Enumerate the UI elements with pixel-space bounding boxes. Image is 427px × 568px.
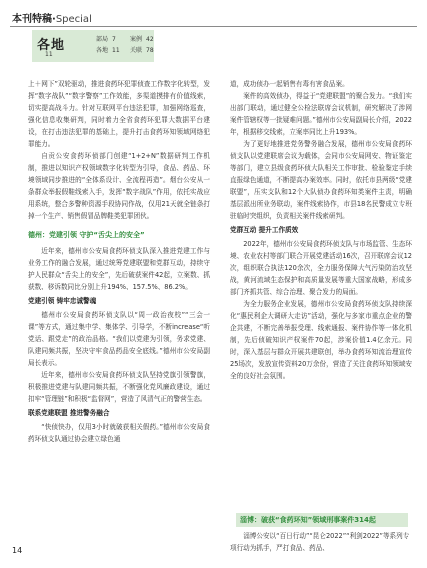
paragraph: 为全力服务企业发展，德州市公安局食药环侦支队持续深化“惠民利企大调研大走访”活动，强化与多家市重点企业的警企共建，不断完善举报受理、线索通报、案件协作等一体化机制，先后侦破知识产权案件70起，涉案价值1.4亿余元。同时，深入基层与群众开展共建联创，举办食药环知流治理宣传25场次，发放宣传资料20万余份，营造了关注食药环知领域安全的良好社会氛围。	[230, 300, 412, 380]
left-column	[28, 78, 210, 445]
subheading: 党建引领 铸牢忠诚警魂	[28, 297, 97, 305]
paragraph: 自贡公安食药环侦部门创建“1+2+N”数据研判工作机制，推进以知识产权领域数字化转型为引导，食品、药品、环境领域同步推进的“全体系设计、全流程再造”。烟台公安从一条群众举报假鞋线索入手，发挥“数字战队”作用，依托实战应用系统，整合多警种资源手段协同作战，仅用21天就全链条打掉一个生产、销售假冒品牌鞋类犯罪团伙。	[28, 152, 210, 220]
stat-label: 部局	[96, 36, 109, 43]
article-heading-zibo: 淄博：破获“食药环知”领域刑事案件314起	[236, 513, 408, 527]
paragraph: 德州市公安局食药环侦支队以“周一政治夜校”“三会一课”等方式，通过集中学、集体学、引导学，不断increase“听党话、跟党走”的政治品格。“我们以党建为引领，务求党建、队建同频共振，坚决守牢食品药品安全底线。”德州市公安局副局长表示。	[28, 311, 210, 367]
stat-label: 案例	[130, 36, 143, 43]
page-number: 14	[12, 546, 23, 555]
paragraph: 近年来，德州市公安局食药环侦支队深入推进党建工作与业务工作的融合发展，通过统筹党建联盟和党群互动，持续守护人民群众“舌尖上的安全”，先后破获案件42起，立案数、抓获数、移诉数同比分别上升194%、157.5%、86.2%。	[28, 247, 210, 291]
right-column	[230, 78, 412, 382]
stat-label: 关联	[130, 47, 143, 54]
paragraph: 近年来，德州市公安局食药环侦支队坚持党旗引领警旗，积极推进党建与队建同频共振，不断强化党风廉政建设，通过扣牢“管理链”和积极“监督网”，营造了风清气正的警营生态。	[28, 371, 210, 403]
subheading: 党群互动 提升工作质效	[230, 226, 299, 234]
paragraph: 道，成功侦办一起销售有毒有害食品案。	[230, 80, 349, 88]
region-number: 11	[45, 51, 53, 58]
paragraph: 2022年，德州市公安局食药环侦支队与市场监管、生态环境、农业农村等部门联合开展党建活动16次，召开联席会议12次，组织联合执法120余次，全力服务保障大气污染防治攻坚战，黄河流域生态保护和高质量发展等重大国家战略，形成多部门齐抓共管、综合治理、聚合发力的局面。	[230, 240, 412, 296]
paragraph: 淄博公安以“百日行动”“昆仑2022”“利剑2022”等系列专项行动为抓手，严打食品、药品、	[230, 532, 410, 552]
header-rule	[10, 26, 417, 27]
paragraph: 案件的高效侦办，得益于“党建联盟”的聚合发力。“我们实出部门联动，通过健全公检法联席会议机制，研究解决了涉网案件管辖权等一批疑难问题。”德州市公安局副局长介绍，2022年，根据移交线索，立案率同比上升193%。	[230, 92, 412, 136]
stats-row	[96, 34, 154, 45]
stat-label: 各地	[96, 47, 109, 54]
stat-value: 42	[146, 36, 154, 43]
stat-value: 78	[146, 47, 154, 54]
section-title-en: Special	[55, 14, 92, 25]
paragraph: “快侦快办，仅用3小时就破获相关假药。”德州市公安局食药环侦支队通过协会建立绿色通	[28, 423, 210, 443]
section-title-cn: 本刊特稿	[12, 14, 52, 25]
article-heading-dezhou: 德州：党建引领 守护“舌尖上的安全”	[28, 231, 145, 239]
stat-value: 7	[112, 36, 116, 43]
paragraph: 为了更好地推进党务警务融合发展，德州市公安局食药环侦支队以党建联席会议为载体，会同市公安局网安、物证鉴定等部门，建立县级食药环侦大队相关工作审批、检验鉴定手续直报绿色通道，不断提高办案效率。同时，依托市县两级“党建联盟”，压实支队和12个大队侦办食药环知类案件主责，明确基层派出所业务联动，案件线索协作，市县18名民警成立专班驻临时突组织，负责相关案件线索研判。	[230, 140, 412, 220]
paragraph: 上＋网下”双轮驱动，推进食药环犯罪侦查工作数字化转型，发挥“数字战队”“数字警察”工作效能，多渠道摸排有价值线索，切实提高战斗力。针对互联网平台违法犯罪，加强网络巡查，强化信息收集研判，同时着力全省食药环犯罪大数据平台建设，在打击违法犯罪的基础上，提升打击食药环知领域网络犯罪能力。	[28, 80, 210, 148]
top-bar	[0, 0, 427, 26]
region-name: 各地	[37, 38, 66, 53]
section-separator: ·	[52, 14, 56, 25]
section-title	[12, 10, 92, 25]
stat-value: 11	[112, 47, 120, 54]
stats-row	[96, 45, 154, 56]
subheading: 联系党建联盟 推进警务融合	[28, 409, 110, 417]
region-info-box	[32, 30, 154, 62]
region-stats	[96, 34, 154, 56]
